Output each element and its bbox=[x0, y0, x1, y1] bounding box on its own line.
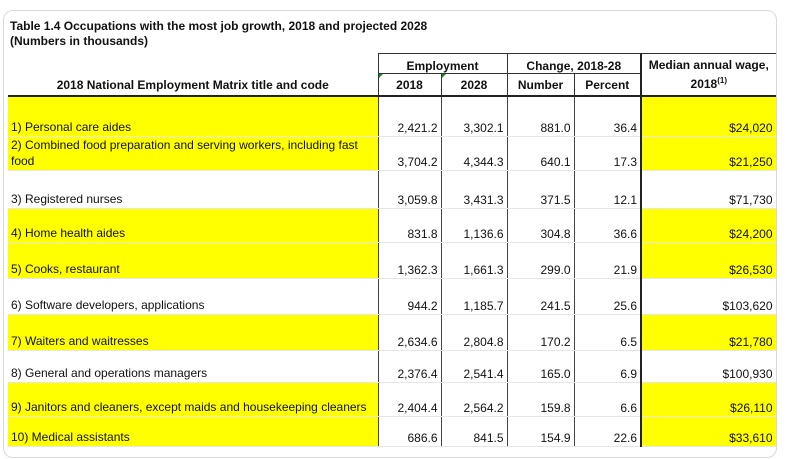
cell-employment-2018: 2,421.2 bbox=[378, 96, 441, 136]
cell-change-percent: 17.3 bbox=[574, 136, 641, 170]
cell-employment-2028: 4,344.3 bbox=[441, 136, 507, 170]
header-change: Change, 2018-28 bbox=[507, 54, 641, 74]
cell-employment-2028: 2,541.4 bbox=[441, 350, 507, 382]
table-row bbox=[8, 416, 776, 446]
cell-change-percent: 21.9 bbox=[574, 242, 641, 278]
cell-employment-2028: 2,564.2 bbox=[441, 382, 507, 416]
header-wage bbox=[641, 54, 776, 97]
cell-employment-2018: 3,704.2 bbox=[378, 136, 441, 170]
cell-change-number: 304.8 bbox=[507, 208, 574, 242]
table-row bbox=[8, 242, 776, 278]
row-label: 3) Registered nurses bbox=[8, 170, 378, 208]
table-row bbox=[8, 96, 776, 136]
cell-median-wage: $21,250 bbox=[641, 136, 776, 170]
cell-employment-2018: 2,376.4 bbox=[378, 350, 441, 382]
table-row bbox=[8, 382, 776, 416]
cell-median-wage: $33,610 bbox=[641, 416, 776, 446]
cell-change-percent: 6.5 bbox=[574, 314, 641, 350]
table-row bbox=[8, 350, 776, 382]
row-label: 1) Personal care aides bbox=[8, 96, 378, 136]
cell-change-number: 165.0 bbox=[507, 350, 574, 382]
cell-employment-2018: 2,404.4 bbox=[378, 382, 441, 416]
cell-change-percent: 36.6 bbox=[574, 208, 641, 242]
cell-change-percent: 22.6 bbox=[574, 416, 641, 446]
cell-employment-2028: 1,661.3 bbox=[441, 242, 507, 278]
row-label: 8) General and operations managers bbox=[8, 350, 378, 382]
cell-median-wage: $26,110 bbox=[641, 382, 776, 416]
table-row bbox=[8, 278, 776, 314]
cell-change-number: 170.2 bbox=[507, 314, 574, 350]
cell-employment-2018: 2,634.6 bbox=[378, 314, 441, 350]
cell-employment-2018: 944.2 bbox=[378, 278, 441, 314]
cell-change-number: 241.5 bbox=[507, 278, 574, 314]
header-wage-text: Median annual wage, 2018 bbox=[648, 57, 769, 91]
row-label: 7) Waiters and waitresses bbox=[8, 314, 378, 350]
cell-change-number: 159.8 bbox=[507, 382, 574, 416]
row-label: 9) Janitors and cleaners, except maids and housekeeping cleaners bbox=[8, 382, 378, 416]
cell-median-wage: $71,730 bbox=[641, 170, 776, 208]
cell-change-percent: 12.1 bbox=[574, 170, 641, 208]
table-card bbox=[3, 10, 777, 458]
row-label: 2) Combined food preparation and serving workers, including fast food bbox=[8, 136, 378, 170]
cell-median-wage: $24,020 bbox=[641, 96, 776, 136]
occupations-table bbox=[8, 53, 777, 447]
cell-employment-2028: 3,302.1 bbox=[441, 96, 507, 136]
title-line-1: Table 1.4 Occupations with the most job growth, 2018 and projected 2028 bbox=[10, 19, 428, 33]
cell-employment-2028: 1,136.6 bbox=[441, 208, 507, 242]
table-title bbox=[10, 19, 427, 49]
row-label: 4) Home health aides bbox=[8, 208, 378, 242]
cell-employment-2028: 1,185.7 bbox=[441, 278, 507, 314]
cell-change-percent: 6.9 bbox=[574, 350, 641, 382]
header-wage-note: (1) bbox=[717, 75, 727, 85]
row-label: 10) Medical assistants bbox=[8, 416, 378, 446]
cell-median-wage: $103,620 bbox=[641, 278, 776, 314]
cell-employment-2028: 841.5 bbox=[441, 416, 507, 446]
cell-change-number: 371.5 bbox=[507, 170, 574, 208]
cell-median-wage: $26,530 bbox=[641, 242, 776, 278]
cell-median-wage: $100,930 bbox=[641, 350, 776, 382]
header-2018: 2018 bbox=[378, 74, 441, 97]
cell-employment-2018: 1,362.3 bbox=[378, 242, 441, 278]
header-2028: 2028 bbox=[441, 74, 507, 97]
cell-employment-2018: 3,059.8 bbox=[378, 170, 441, 208]
cell-change-percent: 25.6 bbox=[574, 278, 641, 314]
cell-change-percent: 36.4 bbox=[574, 96, 641, 136]
cell-median-wage: $24,200 bbox=[641, 208, 776, 242]
cell-employment-2018: 686.6 bbox=[378, 416, 441, 446]
header-percent: Percent bbox=[574, 74, 641, 97]
table-row bbox=[8, 170, 776, 208]
table-row bbox=[8, 136, 776, 170]
cell-change-number: 640.1 bbox=[507, 136, 574, 170]
cell-employment-2028: 2,804.8 bbox=[441, 314, 507, 350]
cell-change-number: 154.9 bbox=[507, 416, 574, 446]
header-occupation: 2018 National Employment Matrix title and code bbox=[8, 54, 378, 97]
header-number: Number bbox=[507, 74, 574, 97]
cell-change-percent: 6.6 bbox=[574, 382, 641, 416]
table-row bbox=[8, 314, 776, 350]
table-body bbox=[8, 96, 776, 446]
table-row bbox=[8, 208, 776, 242]
title-line-2: (Numbers in thousands) bbox=[10, 34, 149, 48]
header-employment: Employment bbox=[378, 54, 507, 74]
row-label: 6) Software developers, applications bbox=[8, 278, 378, 314]
cell-change-number: 299.0 bbox=[507, 242, 574, 278]
cell-change-number: 881.0 bbox=[507, 96, 574, 136]
cell-employment-2018: 831.8 bbox=[378, 208, 441, 242]
row-label: 5) Cooks, restaurant bbox=[8, 242, 378, 278]
cell-median-wage: $21,780 bbox=[641, 314, 776, 350]
cell-employment-2028: 3,431.3 bbox=[441, 170, 507, 208]
